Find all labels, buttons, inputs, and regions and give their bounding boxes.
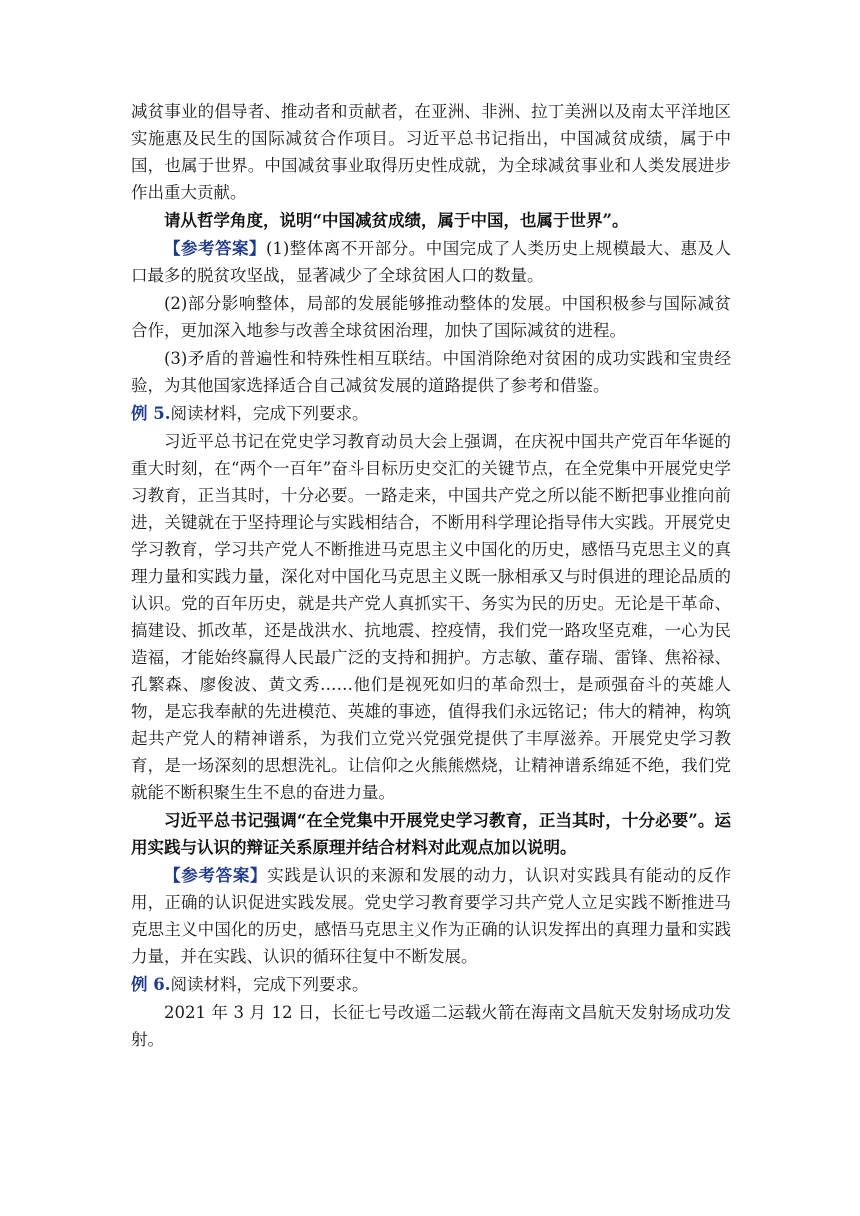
example-5-answer-text: 实践是认识的来源和发展的动力，认识对实践具有能动的反作用，正确的认识促进实践发展。党史学习教育要学习共产党人立足实践不断推进马克思主义中国化的历史，感悟马克思主义作为正确的认识发挥出的真理力量和实践力量，并在实践、认识的循环往复中不断发展。: [131, 866, 731, 966]
document-page: [131, 98, 731, 1054]
intro-question: 请从哲学角度，说明“中国减贫成绩，属于中国，也属于世界”。: [164, 211, 629, 230]
answer-label: 【参考答案】: [164, 866, 268, 885]
intro-paragraph: 减贫事业的倡导者、推动者和贡献者，在亚洲、非洲、拉丁美洲以及南太平洋地区实施惠及民生的国际减贫合作项目。习近平总书记指出，中国减贫成绩，属于中国，也属于世界。中国减贫事业取得历史性成就，为全球减贫事业和人类发展进步作出重大贡献。: [131, 102, 731, 202]
example-5-material: 习近平总书记在党史学习教育动员大会上强调，在庆祝中国共产党百年华诞的重大时刻，在“两个一百年”奋斗目标历史交汇的关键节点，在全党集中开展党史学习教育，正当其时，十分必要。一路走来，中国共产党之所以能不断把事业推向前进，关键就在于坚持理论与实践相结合，不断用科学理论指导伟大实践。开展党史学习教育，学习共产党人不断推进马克思主义中国化的历史，感悟马克思主义的真理力量和实践力量，深化对中国化马克思主义既一脉相承又与时俱进的理论品质的认识。党的百年历史，就是共产党人真抓实干、务实为民的历史。无论是干革命、搞建设、抓改革，还是战洪水、抗地震、控疫情，我们党一路攻坚克难，一心为民造福，才能始终赢得人民最广泛的支持和拥护。方志敏、董存瑞、雷锋、焦裕禄、孔繁森、廖俊波、黄文秀……他们是视死如归的革命烈士，是顽强奋斗的英雄人物，是忘我奉献的先进模范、英雄的事迹，值得我们永远铭记；伟大的精神，构筑起共产党人的精神谱系，为我们立党兴党强党提供了丰厚滋养。开展党史学习教育，是一场深刻的思想洗礼。让信仰之火熊熊燃烧，让精神谱系绵延不绝，我们党就能不断积聚生生不息的奋进力量。: [131, 432, 731, 802]
answer-label: 【参考答案】: [164, 239, 266, 258]
intro-answer-point-2: (2)部分影响整体，局部的发展能够推动整体的发展。中国积极参与国际减贫合作，更加深入地参与改善全球贫困治理，加快了国际减贫的进程。: [131, 294, 731, 340]
example-5-question: 习近平总书记强调“在全党集中开展党史学习教育，正当其时，十分必要”。运用实践与认识的辩证关系原理并结合材料对此观点加以说明。: [131, 811, 731, 857]
intro-answer-point-1: [131, 235, 731, 289]
example-5-label: 例 5.: [131, 404, 171, 423]
example-6-label: 例 6.: [131, 975, 171, 994]
answer-point-text: (1)整体离不开部分。中国完成了人类历史上规模最大、惠及人口最多的脱贫攻坚战，显著减少了全球贫困人口的数量。: [131, 239, 732, 285]
example-5-heading: [131, 400, 731, 427]
example-6-instruction: 阅读材料，完成下列要求。: [170, 975, 369, 994]
example-6-heading: [131, 971, 731, 998]
example-5-instruction: 阅读材料，完成下列要求。: [170, 404, 369, 423]
intro-answer-point-3: (3)矛盾的普遍性和特殊性相互联结。中国消除绝对贫困的成功实践和宝贵经验，为其他国家选择适合自己减贫发展的道路提供了参考和借鉴。: [131, 349, 731, 395]
example-6-material: 2021 年 3 月 12 日，长征七号改遥二运载火箭在海南文昌航天发射场成功发射。: [131, 1003, 731, 1049]
example-5-answer: [131, 862, 731, 970]
